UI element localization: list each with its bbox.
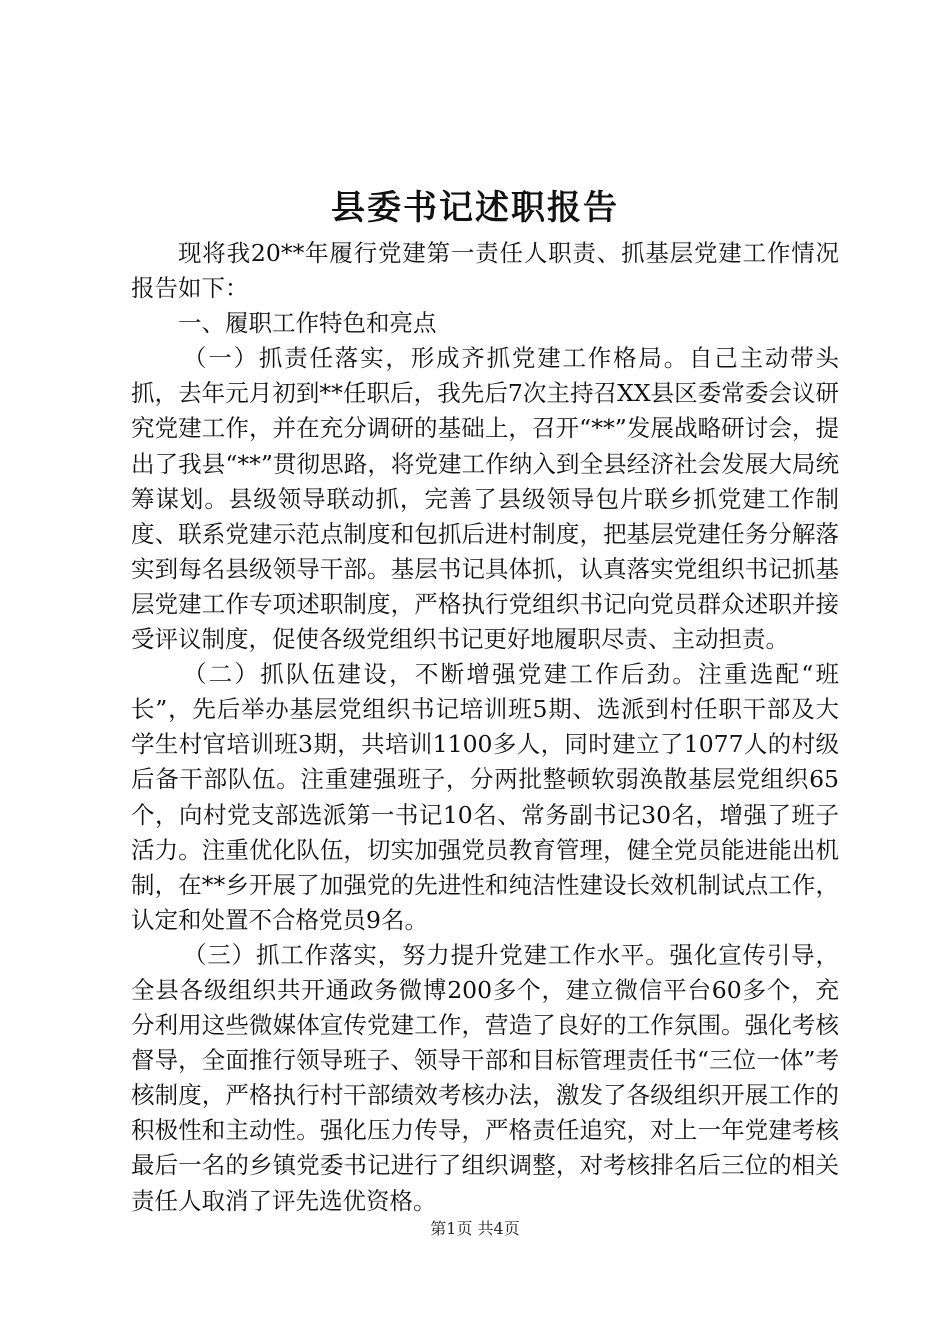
page-footer: 第1页 共4页	[430, 1219, 520, 1238]
body-paragraph-3: （三）抓工作落实，努力提升党建工作水平。强化宣传引导，全县各级组织共开通政务微博200多个，建立微信平台60多个，充分利用这些微媒体宣传党建工作，营造了良好的工作氛围。强化考核督导，全面推行领导班子、领导干部和目标管理责任书“三位一体”考核制度，严格执行村干部绩效考核办法，激发了各级组织开展工作的积极性和主动性。强化压力传导，严格责任追究，对上一年党建考核最后一名的乡镇党委书记进行了组织调整，对考核排名后三位的相关责任人取消了评先选优资格。	[131, 940, 839, 1215]
section-heading: 一、履职工作特色和亮点	[178, 309, 437, 338]
body-paragraph-2: （二）抓队伍建设，不断增强党建工作后劲。注重选配“班长”，先后举办基层党组织书记培训班5期、选派到村任职干部及大学生村官培训班3期，共培训1100多人，同时建立了1077人的村级后备干部队伍。注重建强班子，分两批整顿软弱涣散基层党组织65个，向村党支部选派第一书记10名、常务副书记30名，增强了班子活力。注重优化队伍，切实加强党员教育管理，健全党员能进能出机制，在**乡开展了加强党的先进性和纯洁性建设长效机制试点工作，认定和处置不合格党员9名。	[131, 660, 839, 934]
body-paragraph-1: （一）抓责任落实，形成齐抓党建工作格局。自己主动带头抓，去年元月初到**任职后，我先后7次主持召XX县区委常委会议研究党建工作，并在充分调研的基础上，召开“**”发展战略研讨会，提出了我县“**”贯彻思路，将党建工作纳入到全县经济社会发展大局统筹谋划。县级领导联动抓，完善了县级领导包片联乡抓党建工作制度、联系党建示范点制度和包抓后进村制度，把基层党建任务分解落实到每名县级领导干部。基层书记具体抓，认真落实党组织书记抓基层党建工作专项述职制度，严格执行党组织书记向党员群众述职并接受评议制度，促使各级党组织书记更好地履职尽责、主动担责。	[131, 344, 839, 654]
document-body	[131, 236, 839, 1219]
intro-paragraph: 现将我20**年履行党建第一责任人职责、抓基层党建工作情况报告如下：	[131, 239, 839, 303]
document-title: 县委书记述职报告	[331, 188, 619, 228]
